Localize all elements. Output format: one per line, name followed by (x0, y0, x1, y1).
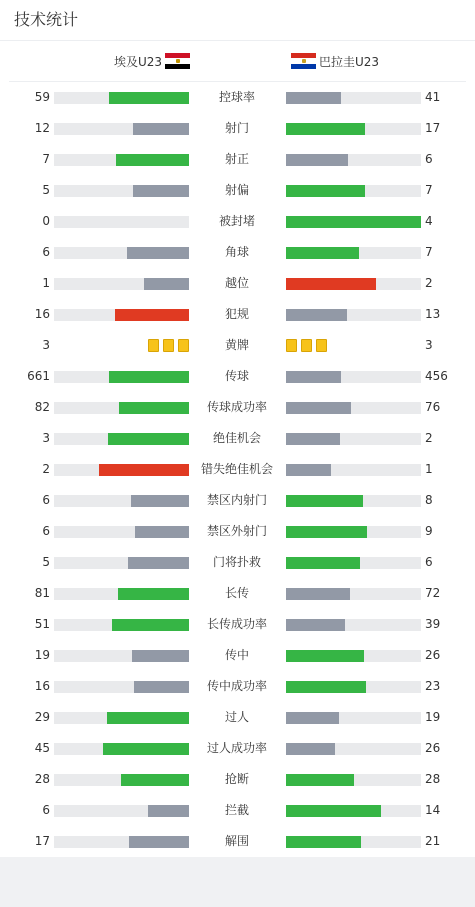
away-bar-fill (286, 247, 359, 259)
yellow-card-icon (316, 339, 327, 352)
away-value: 2 (425, 276, 433, 290)
away-bar-track (286, 743, 421, 755)
away-bar-fill (286, 402, 351, 414)
home-bar-fill (148, 805, 189, 817)
away-value: 7 (425, 183, 433, 197)
stat-label: 射正 (224, 152, 249, 166)
away-team-name: 巴拉圭U23 (319, 54, 380, 69)
away-bar-track (286, 216, 421, 228)
stat-row (0, 454, 475, 485)
away-bar-track (286, 92, 421, 104)
home-bar-track (54, 557, 189, 569)
away-bar-track (286, 650, 421, 662)
away-bar-track (286, 836, 421, 848)
stat-label: 射偏 (224, 183, 249, 197)
home-bar-fill (103, 743, 189, 755)
home-value: 6 (42, 524, 50, 538)
away-bar-fill (286, 92, 341, 104)
home-bar-track (54, 216, 189, 228)
home-bar-track (54, 309, 189, 321)
away-value: 6 (425, 555, 433, 569)
home-bar-fill (115, 309, 189, 321)
away-bar-fill (286, 712, 339, 724)
away-value: 39 (425, 617, 441, 631)
home-value: 3 (42, 431, 50, 445)
yellow-card-icon (148, 339, 159, 352)
away-value: 19 (425, 710, 441, 724)
egypt-flag-icon (165, 53, 190, 70)
away-bar-track (286, 681, 421, 693)
away-bar-fill (286, 743, 335, 755)
away-value: 3 (425, 338, 433, 352)
home-bar-fill (109, 371, 189, 383)
stat-row (0, 423, 475, 454)
home-bar-track (54, 185, 189, 197)
away-value: 17 (425, 121, 441, 135)
stat-label: 犯规 (224, 307, 249, 321)
title-divider (0, 40, 475, 41)
home-yellow-cards (144, 339, 189, 353)
away-value: 456 (425, 369, 448, 383)
home-bar-fill (128, 557, 189, 569)
yellow-card-icon (301, 339, 312, 352)
away-value: 26 (425, 648, 441, 662)
stat-row (0, 144, 475, 175)
stat-label: 绝佳机会 (212, 431, 261, 445)
away-bar-fill (286, 681, 366, 693)
stat-row (0, 330, 475, 361)
home-value: 7 (42, 152, 50, 166)
away-value: 13 (425, 307, 441, 321)
stat-row (0, 82, 475, 113)
home-value: 6 (42, 493, 50, 507)
home-team-name: 埃及U23 (113, 54, 162, 69)
home-value: 16 (34, 679, 50, 693)
away-bar-fill (286, 836, 361, 848)
stat-row (0, 268, 475, 299)
stat-label: 门将扑救 (212, 555, 261, 569)
away-bar-fill (286, 433, 340, 445)
stat-row (0, 237, 475, 268)
away-bar-fill (286, 278, 376, 290)
away-bar-fill (286, 805, 381, 817)
home-value: 0 (42, 214, 50, 228)
stat-label: 控球率 (218, 90, 255, 104)
home-bar-track (54, 681, 189, 693)
away-bar-fill (286, 216, 421, 228)
stat-row (0, 392, 475, 423)
stat-label: 被封堵 (218, 214, 255, 228)
home-value: 19 (34, 648, 50, 662)
away-value: 8 (425, 493, 433, 507)
home-bar-fill (131, 495, 189, 507)
away-bar-track (286, 526, 421, 538)
away-bar-fill (286, 619, 345, 631)
away-bar-track (286, 557, 421, 569)
away-value: 76 (425, 400, 441, 414)
stat-row (0, 795, 475, 826)
home-value: 3 (42, 338, 50, 352)
home-bar-fill (116, 154, 189, 166)
away-bar-fill (286, 154, 348, 166)
away-bar-fill (286, 588, 350, 600)
stat-row (0, 733, 475, 764)
away-bar-track (286, 588, 421, 600)
page-title: 技术统计 (14, 10, 79, 29)
home-bar-track (54, 743, 189, 755)
stat-label: 长传 (224, 586, 249, 600)
home-bar-track (54, 247, 189, 259)
home-bar-fill (108, 433, 189, 445)
home-bar-track (54, 278, 189, 290)
stat-row (0, 671, 475, 702)
home-bar-fill (129, 836, 189, 848)
home-bar-track (54, 92, 189, 104)
home-bar-track (54, 495, 189, 507)
home-value: 5 (42, 555, 50, 569)
home-bar-fill (133, 123, 189, 135)
stat-row (0, 361, 475, 392)
stat-row (0, 640, 475, 671)
stat-label: 射门 (224, 121, 249, 135)
home-value: 29 (34, 710, 50, 724)
away-bar-fill (286, 464, 331, 476)
home-value: 16 (34, 307, 50, 321)
away-bar-track (286, 495, 421, 507)
home-value: 5 (42, 183, 50, 197)
away-bar-track (286, 433, 421, 445)
away-bar-track (286, 712, 421, 724)
home-bar-fill (132, 650, 189, 662)
yellow-card-icon (178, 339, 189, 352)
away-value: 1 (425, 462, 433, 476)
home-bar-fill (144, 278, 189, 290)
away-value: 14 (425, 803, 441, 817)
stat-row (0, 826, 475, 857)
home-bar-fill (107, 712, 189, 724)
away-value: 2 (425, 431, 433, 445)
away-bar-track (286, 774, 421, 786)
home-bar-track (54, 526, 189, 538)
stat-row (0, 175, 475, 206)
home-bar-track (54, 712, 189, 724)
home-bar-track (54, 154, 189, 166)
stat-label: 禁区内射门 (206, 493, 267, 507)
home-bar-fill (133, 185, 189, 197)
home-bar-fill (119, 402, 189, 414)
stat-row (0, 516, 475, 547)
stat-row (0, 113, 475, 144)
away-value: 26 (425, 741, 441, 755)
home-bar-track (54, 402, 189, 414)
away-yellow-cards (286, 339, 331, 353)
home-value: 6 (42, 803, 50, 817)
stat-label: 解围 (224, 834, 249, 848)
away-value: 7 (425, 245, 433, 259)
home-bar-track (54, 619, 189, 631)
stat-label: 拦截 (224, 803, 249, 817)
home-bar-fill (134, 681, 189, 693)
stat-label: 抢断 (224, 772, 249, 786)
home-bar-fill (118, 588, 189, 600)
stat-row (0, 299, 475, 330)
home-value: 59 (34, 90, 50, 104)
home-bar-track (54, 464, 189, 476)
away-bar-track (286, 402, 421, 414)
stat-label: 角球 (224, 245, 249, 259)
away-bar-track (286, 805, 421, 817)
stat-label: 禁区外射门 (206, 524, 267, 538)
away-value: 9 (425, 524, 433, 538)
away-value: 4 (425, 214, 433, 228)
stat-label: 传球 (224, 369, 249, 383)
stat-label: 过人成功率 (206, 741, 267, 755)
home-bar-fill (112, 619, 189, 631)
home-bar-fill (127, 247, 189, 259)
stat-row (0, 547, 475, 578)
away-bar-fill (286, 774, 354, 786)
away-bar-track (286, 278, 421, 290)
home-bar-track (54, 588, 189, 600)
home-value: 2 (42, 462, 50, 476)
away-value: 21 (425, 834, 441, 848)
stat-row (0, 609, 475, 640)
away-value: 72 (425, 586, 441, 600)
stat-row (0, 702, 475, 733)
home-team (114, 50, 190, 72)
stat-label: 传中成功率 (206, 679, 267, 693)
home-value: 45 (34, 741, 50, 755)
stat-label: 传球成功率 (206, 400, 267, 414)
away-bar-track (286, 464, 421, 476)
away-bar-track (286, 185, 421, 197)
stat-label: 长传成功率 (206, 617, 267, 631)
away-bar-track (286, 619, 421, 631)
home-value: 12 (34, 121, 50, 135)
away-bar-fill (286, 526, 367, 538)
home-bar-track (54, 433, 189, 445)
paraguay-flag-icon (291, 53, 316, 70)
home-bar-fill (109, 92, 189, 104)
away-bar-track (286, 154, 421, 166)
home-value: 28 (34, 772, 50, 786)
away-bar-fill (286, 495, 363, 507)
yellow-card-icon (286, 339, 297, 352)
yellow-card-icon (163, 339, 174, 352)
home-value: 51 (34, 617, 50, 631)
home-bar-track (54, 836, 189, 848)
away-bar-fill (286, 371, 341, 383)
home-bar-track (54, 650, 189, 662)
home-value: 17 (34, 834, 50, 848)
home-bar-fill (121, 774, 189, 786)
away-bar-track (286, 247, 421, 259)
stat-row (0, 206, 475, 237)
home-value: 82 (34, 400, 50, 414)
away-value: 41 (425, 90, 441, 104)
home-bar-track (54, 371, 189, 383)
stat-label: 传中 (224, 648, 249, 662)
home-bar-track (54, 774, 189, 786)
away-bar-fill (286, 123, 365, 135)
home-value: 81 (34, 586, 50, 600)
away-bar-fill (286, 185, 365, 197)
home-bar-fill (135, 526, 189, 538)
home-bar-track (54, 805, 189, 817)
home-bar-fill (99, 464, 189, 476)
away-bar-fill (286, 650, 364, 662)
away-bar-track (286, 371, 421, 383)
away-value: 6 (425, 152, 433, 166)
away-value: 23 (425, 679, 441, 693)
away-value: 28 (425, 772, 441, 786)
stat-row (0, 485, 475, 516)
away-bar-fill (286, 557, 360, 569)
home-value: 661 (27, 369, 50, 383)
home-bar-track (54, 123, 189, 135)
stat-label: 越位 (224, 276, 249, 290)
stat-label: 黄牌 (224, 338, 249, 352)
home-value: 1 (42, 276, 50, 290)
stat-row (0, 764, 475, 795)
away-bar-fill (286, 309, 347, 321)
stat-label: 过人 (224, 710, 249, 724)
home-value: 6 (42, 245, 50, 259)
away-bar-track (286, 309, 421, 321)
away-bar-track (286, 123, 421, 135)
away-team (291, 50, 379, 72)
stat-row (0, 578, 475, 609)
stat-label: 错失绝佳机会 (200, 462, 273, 476)
